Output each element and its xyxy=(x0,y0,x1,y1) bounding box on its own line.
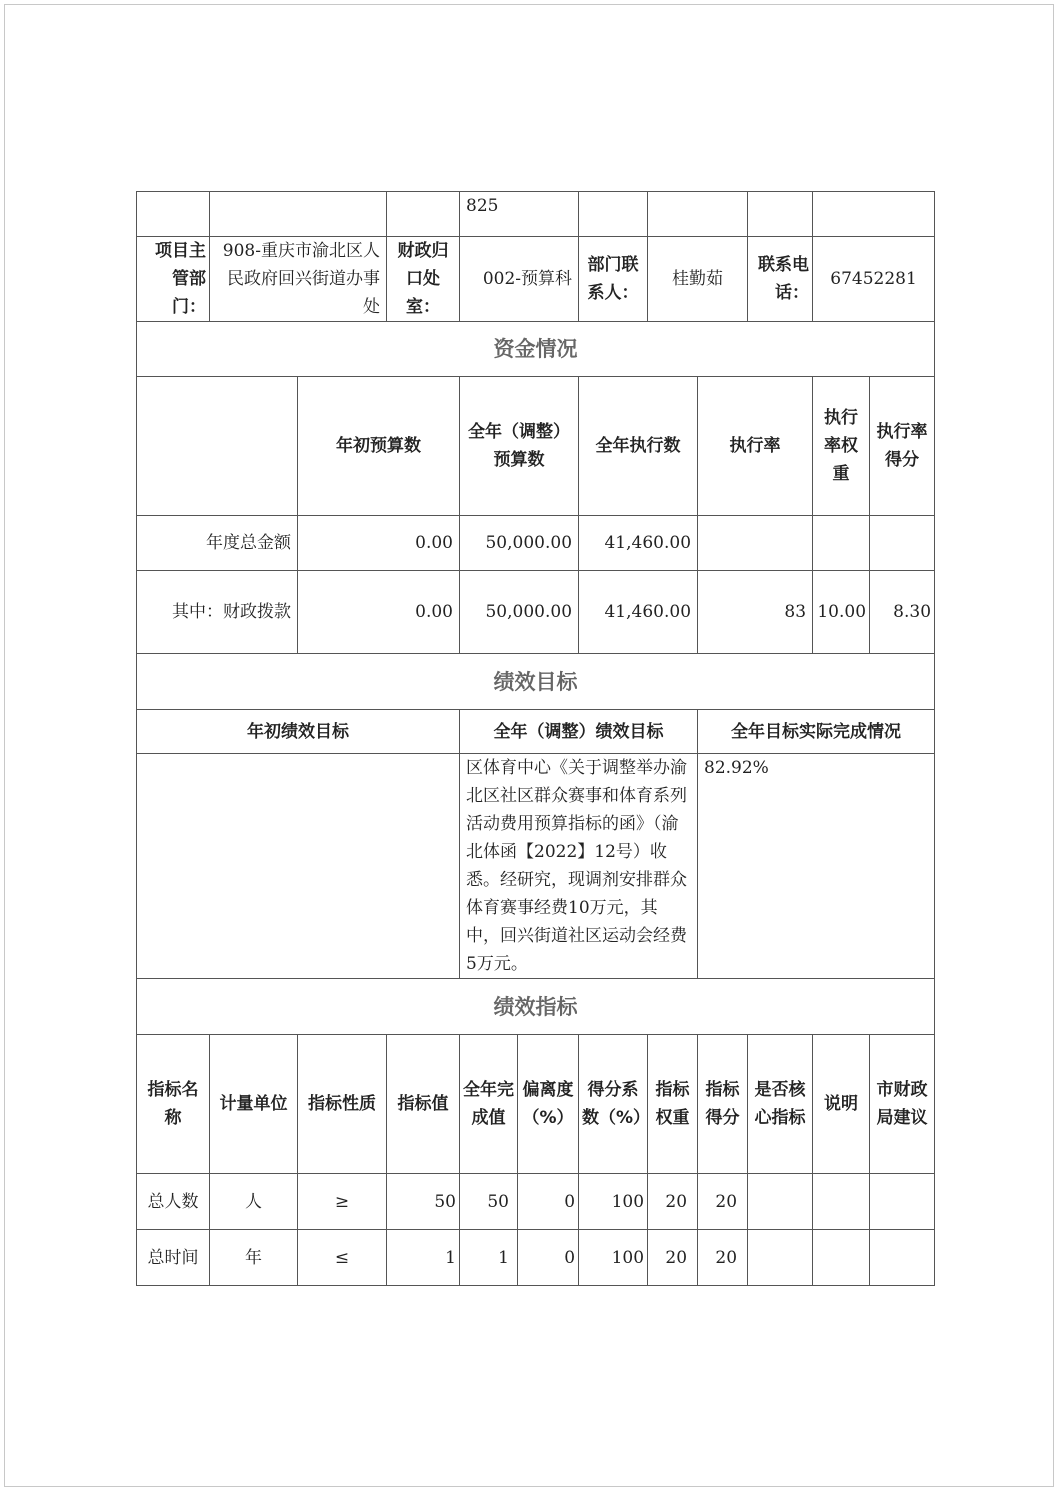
ind-cell-unit: 年 xyxy=(210,1230,298,1286)
ind-cell-nature: ≤ xyxy=(298,1230,387,1286)
funds-header-initial: 年初预算数 xyxy=(298,377,460,516)
funds-row-label: 年度总金额 xyxy=(137,516,298,571)
goals-content-row xyxy=(137,754,935,979)
ind-cell-suggestion xyxy=(870,1174,935,1230)
finance-value: 002-预算科 xyxy=(460,237,579,322)
top-cell-8 xyxy=(813,192,935,237)
top-cell-3 xyxy=(387,192,460,237)
ind-cell-score: 20 xyxy=(698,1230,748,1286)
finance-label: 财政归口处室： xyxy=(387,237,460,322)
funds-row-initial: 0.00 xyxy=(298,516,460,571)
funds-row-rate xyxy=(698,516,813,571)
ind-cell-completed: 50 xyxy=(460,1174,518,1230)
goals-header-actual: 全年目标实际完成情况 xyxy=(698,710,935,754)
indicator-row xyxy=(137,1230,935,1286)
funds-header-executed: 全年执行数 xyxy=(579,377,698,516)
indicator-row xyxy=(137,1174,935,1230)
performance-table xyxy=(136,191,935,1286)
ind-header-nature: 指标性质 xyxy=(298,1035,387,1174)
top-cell-1 xyxy=(137,192,210,237)
dept-row xyxy=(137,237,935,322)
goals-header-adjusted: 全年（调整）绩效目标 xyxy=(460,710,698,754)
ind-header-score: 指标得分 xyxy=(698,1035,748,1174)
funds-row-initial: 0.00 xyxy=(298,571,460,654)
goals-adjusted-text: 区体育中心《关于调整举办渝北区社区群众赛事和体育系列活动费用预算指标的函》（渝北体函【2022】12号）收悉。经研究，现调剂安排群众体育赛事经费10万元，其中，回兴街道社区运动会经费5万元。 xyxy=(460,754,698,979)
ind-cell-suggestion xyxy=(870,1230,935,1286)
indicators-title-row xyxy=(137,979,935,1035)
ind-cell-weight: 20 xyxy=(648,1174,698,1230)
goals-header-initial: 年初绩效目标 xyxy=(137,710,460,754)
funds-title-row xyxy=(137,322,935,377)
ind-header-unit: 计量单位 xyxy=(210,1035,298,1174)
ind-cell-note xyxy=(813,1230,870,1286)
phone-value: 67452281 xyxy=(813,237,935,322)
funds-row-fiscal xyxy=(137,571,935,654)
funds-row-total xyxy=(137,516,935,571)
ind-cell-value: 1 xyxy=(387,1230,460,1286)
funds-header-row xyxy=(137,377,935,516)
funds-row-weight xyxy=(813,516,870,571)
top-cell-7 xyxy=(748,192,813,237)
funds-header-score: 执行率得分 xyxy=(870,377,935,516)
ind-header-suggestion: 市财政局建议 xyxy=(870,1035,935,1174)
ind-header-core: 是否核心指标 xyxy=(748,1035,813,1174)
ind-header-name: 指标名称 xyxy=(137,1035,210,1174)
ind-cell-deviation: 0 xyxy=(518,1230,579,1286)
ind-header-value: 指标值 xyxy=(387,1035,460,1174)
goals-header-row xyxy=(137,710,935,754)
ind-cell-deviation: 0 xyxy=(518,1174,579,1230)
ind-cell-name: 总时间 xyxy=(137,1230,210,1286)
ind-cell-nature: ≥ xyxy=(298,1174,387,1230)
ind-cell-note xyxy=(813,1174,870,1230)
phone-label: 联系电话： xyxy=(748,237,813,322)
ind-cell-core xyxy=(748,1174,813,1230)
ind-cell-value: 50 xyxy=(387,1174,460,1230)
goals-initial-text xyxy=(137,754,460,979)
top-row xyxy=(137,192,935,237)
ind-header-note: 说明 xyxy=(813,1035,870,1174)
indicators-header-row xyxy=(137,1035,935,1174)
ind-cell-weight: 20 xyxy=(648,1230,698,1286)
funds-header-rate: 执行率 xyxy=(698,377,813,516)
top-cell-825: 825 xyxy=(460,192,579,237)
funds-row-executed: 41,460.00 xyxy=(579,516,698,571)
funds-row-score: 8.30 xyxy=(870,571,935,654)
funds-row-executed: 41,460.00 xyxy=(579,571,698,654)
dept-value: 908-重庆市渝北区人民政府回兴街道办事处 xyxy=(210,237,387,322)
ind-cell-completed: 1 xyxy=(460,1230,518,1286)
top-cell-5 xyxy=(579,192,648,237)
ind-header-coefficient: 得分系数（%） xyxy=(579,1035,648,1174)
funds-section-title: 资金情况 xyxy=(137,322,935,377)
ind-header-completed: 全年完成值 xyxy=(460,1035,518,1174)
ind-cell-core xyxy=(748,1230,813,1286)
contact-value: 桂勤茹 xyxy=(648,237,748,322)
top-cell-2 xyxy=(210,192,387,237)
indicators-section-title: 绩效指标 xyxy=(137,979,935,1035)
funds-header-blank xyxy=(137,377,298,516)
funds-row-score xyxy=(870,516,935,571)
funds-header-weight: 执行率权重 xyxy=(813,377,870,516)
funds-row-label: 其中：财政拨款 xyxy=(137,571,298,654)
ind-cell-name: 总人数 xyxy=(137,1174,210,1230)
funds-row-weight: 10.00 xyxy=(813,571,870,654)
top-cell-6 xyxy=(648,192,748,237)
goals-actual-text: 82.92% xyxy=(698,754,935,979)
ind-header-deviation: 偏离度（%） xyxy=(518,1035,579,1174)
funds-row-rate: 83 xyxy=(698,571,813,654)
contact-label: 部门联系人： xyxy=(579,237,648,322)
ind-header-weight: 指标权重 xyxy=(648,1035,698,1174)
ind-cell-score: 20 xyxy=(698,1174,748,1230)
ind-cell-coefficient: 100 xyxy=(579,1174,648,1230)
goals-section-title: 绩效目标 xyxy=(137,654,935,710)
funds-row-adjusted: 50,000.00 xyxy=(460,516,579,571)
ind-cell-unit: 人 xyxy=(210,1174,298,1230)
dept-label: 项目主管部门： xyxy=(137,237,210,322)
ind-cell-coefficient: 100 xyxy=(579,1230,648,1286)
funds-row-adjusted: 50,000.00 xyxy=(460,571,579,654)
goals-title-row xyxy=(137,654,935,710)
funds-header-adjusted: 全年（调整）预算数 xyxy=(460,377,579,516)
